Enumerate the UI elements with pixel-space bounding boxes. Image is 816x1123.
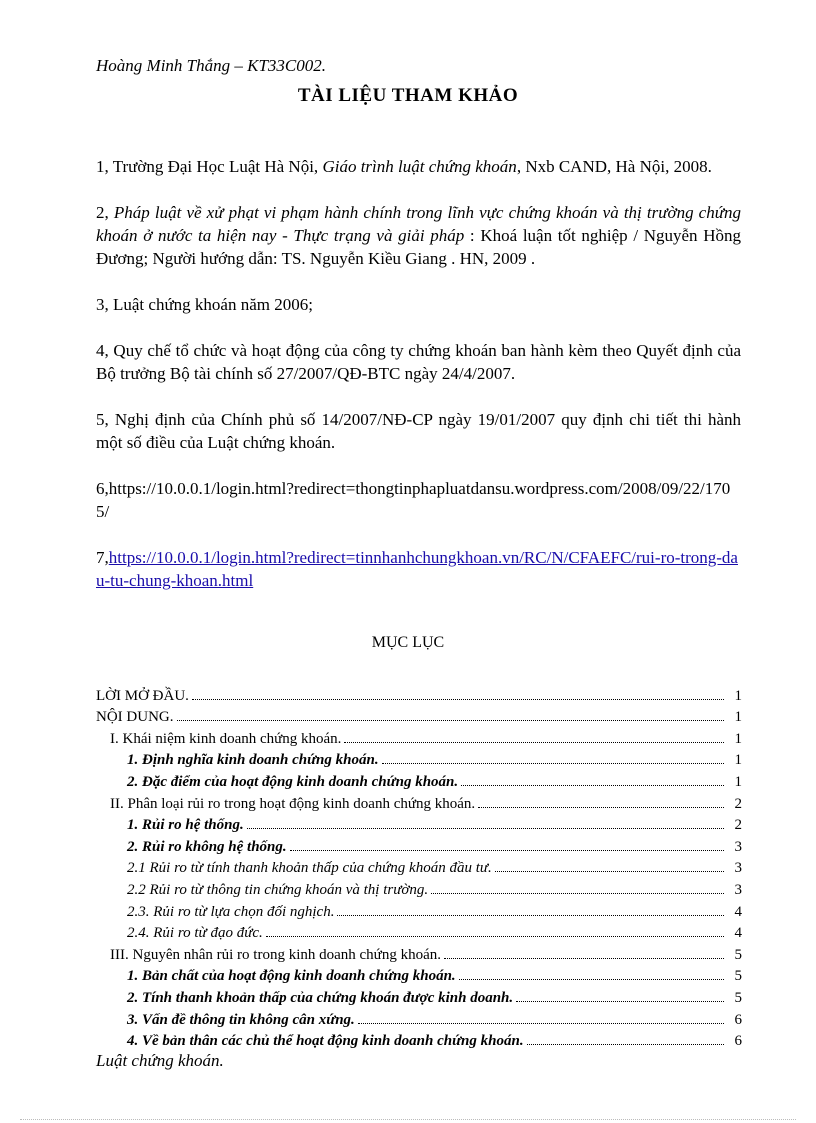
toc-entry-label: 2. Rủi ro không hệ thống.: [127, 838, 287, 855]
toc-entry-label: III. Nguyên nhân rủi ro trong kinh doanh chứng khoán.: [110, 946, 441, 963]
page-title: TÀI LIỆU THAM KHẢO: [297, 85, 519, 106]
toc-leader-dots: [382, 763, 724, 764]
toc-leader-dots: [290, 850, 724, 851]
page-bottom-divider: [20, 1119, 796, 1120]
toc-entry[interactable]: [96, 834, 742, 856]
toc-leader-dots: [444, 958, 724, 959]
toc-entry[interactable]: [96, 705, 742, 727]
toc-entry-page: 6: [734, 1033, 742, 1050]
toc-entry-page: 1: [734, 752, 742, 769]
toc-entry-label: NỘI DUNG.: [96, 709, 174, 726]
toc-leader-dots: [337, 915, 724, 916]
toc-leader-dots: [177, 720, 725, 721]
toc-entry-label: 2.4. Rủi ro từ đạo đức.: [127, 925, 263, 942]
reference-list: [96, 155, 741, 615]
page-footer: Luật chứng khoán.: [96, 1051, 224, 1070]
toc-leader-dots: [266, 936, 724, 937]
toc-leader-dots: [495, 871, 724, 872]
toc-entry[interactable]: [96, 985, 742, 1007]
reference-item: 1, Trường Đại Học Luật Hà Nội, Giáo trình luật chứng khoán, Nxb CAND, Hà Nội, 2008.: [96, 157, 712, 176]
toc-entry-page: 4: [734, 925, 742, 942]
toc-entry-page: 6: [734, 1011, 742, 1028]
toc-entry[interactable]: [96, 748, 742, 770]
toc-entry-page: 1: [734, 687, 742, 704]
toc-entry-page: 2: [734, 795, 742, 812]
toc-leader-dots: [478, 807, 724, 808]
toc-entry-label: 4. Về bản thân các chủ thể hoạt động kinh doanh chứng khoán.: [127, 1033, 524, 1050]
toc-entry[interactable]: [96, 899, 742, 921]
toc-entry-label: 1. Bản chất của hoạt động kinh doanh chứng khoán.: [127, 968, 456, 985]
toc-entry-page: 5: [734, 946, 742, 963]
toc-entry[interactable]: [96, 942, 742, 964]
toc-entry-label: 3. Vấn đề thông tin không cân xứng.: [127, 1011, 355, 1028]
toc-leader-dots: [358, 1023, 724, 1024]
toc-leader-dots: [344, 742, 724, 743]
toc-entry-label: 2. Đặc điểm của hoạt động kinh doanh chứng khoán.: [127, 773, 459, 790]
toc-entry[interactable]: [96, 769, 742, 791]
table-of-contents: [96, 683, 742, 1050]
toc-entry-label: 2.2 Rủi ro từ thông tin chứng khoán và thị trường.: [127, 881, 429, 898]
reference-item: 6,https://10.0.0.1/login.html?redirect=thongtinphapluatdansu.wordpress.com/2008/09/22/1705/: [96, 479, 731, 521]
toc-entry-page: 3: [734, 881, 742, 898]
toc-entry-page: 1: [734, 730, 742, 747]
toc-leader-dots: [431, 893, 724, 894]
toc-entry-label: I. Khái niệm kinh doanh chứng khoán.: [110, 730, 342, 747]
reference-link[interactable]: https://10.0.0.1/login.html?redirect=tinnhanhchungkhoan.vn/RC/N/CFAEFC/rui-ro-trong-dau-tu-chung-khoan.html: [96, 548, 738, 590]
reference-item: 7,https://10.0.0.1/login.html?redirect=tinnhanhchungkhoan.vn/RC/N/CFAEFC/rui-ro-trong-dau-tu-chung-khoan.html: [96, 548, 738, 590]
toc-entry-label: 1. Rủi ro hệ thống.: [127, 817, 244, 834]
reference-item: 5, Nghị định của Chính phủ số 14/2007/NĐ-CP ngày 19/01/2007 quy định chi tiết thi hành một số điều của Luật chứng khoán.: [96, 410, 741, 452]
toc-entry[interactable]: [96, 964, 742, 986]
toc-title: MỤC LỤC: [371, 634, 445, 651]
reference-item: 3, Luật chứng khoán năm 2006;: [96, 295, 313, 314]
toc-entry[interactable]: [96, 1007, 742, 1029]
reference-item: 2, Pháp luật về xử phạt vi phạm hành chính trong lĩnh vực chứng khoán và thị trường chứng khoán ở nước ta hiện nay - Thực trạng và giải pháp : Khoá luận tốt nghiệp / Nguyễn Hồng Đương; Người hướng dẫn: TS. Nguyễn Kiều Giang . HN, 2009 .: [96, 203, 742, 268]
toc-entry[interactable]: [96, 683, 742, 705]
toc-entry-page: 3: [734, 838, 742, 855]
toc-entry-page: 3: [734, 860, 742, 877]
reference-item: 4, Quy chế tổ chức và hoạt động của công ty chứng khoán ban hành kèm theo Quyết định của Bộ trưởng Bộ tài chính số 27/2007/QĐ-BTC ngày 24/4/2007.: [96, 341, 741, 383]
toc-entry-page: 5: [734, 989, 742, 1006]
toc-entry-label: 1. Định nghĩa kinh doanh chứng khoán.: [127, 752, 379, 769]
toc-entry[interactable]: [96, 921, 742, 943]
toc-entry-page: 5: [734, 968, 742, 985]
toc-leader-dots: [247, 828, 724, 829]
toc-leader-dots: [527, 1044, 724, 1045]
toc-leader-dots: [459, 979, 724, 980]
toc-entry-page: 2: [734, 817, 742, 834]
toc-entry-label: 2.1 Rủi ro từ tính thanh khoản thấp của chứng khoán đầu tư.: [127, 860, 492, 877]
toc-leader-dots: [461, 785, 724, 786]
toc-entry[interactable]: [96, 877, 742, 899]
toc-entry[interactable]: [96, 1029, 742, 1051]
toc-entry-page: 1: [734, 709, 742, 726]
toc-entry[interactable]: [96, 791, 742, 813]
page-header-author: Hoàng Minh Thắng – KT33C002.: [96, 56, 326, 75]
toc-entry[interactable]: [96, 813, 742, 835]
toc-leader-dots: [516, 1001, 724, 1002]
toc-leader-dots: [192, 699, 724, 700]
toc-entry-page: 4: [734, 903, 742, 920]
toc-entry-label: 2. Tính thanh khoản thấp của chứng khoán được kinh doanh.: [127, 989, 514, 1006]
toc-entry-label: LỜI MỞ ĐẦU.: [96, 687, 189, 704]
toc-entry-label: 2.3. Rủi ro từ lựa chọn đối nghịch.: [127, 903, 335, 920]
toc-entry[interactable]: [96, 856, 742, 878]
toc-entry-label: II. Phân loại rủi ro trong hoạt động kinh doanh chứng khoán.: [110, 795, 476, 812]
toc-entry-page: 1: [734, 773, 742, 790]
toc-entry[interactable]: [96, 726, 742, 748]
